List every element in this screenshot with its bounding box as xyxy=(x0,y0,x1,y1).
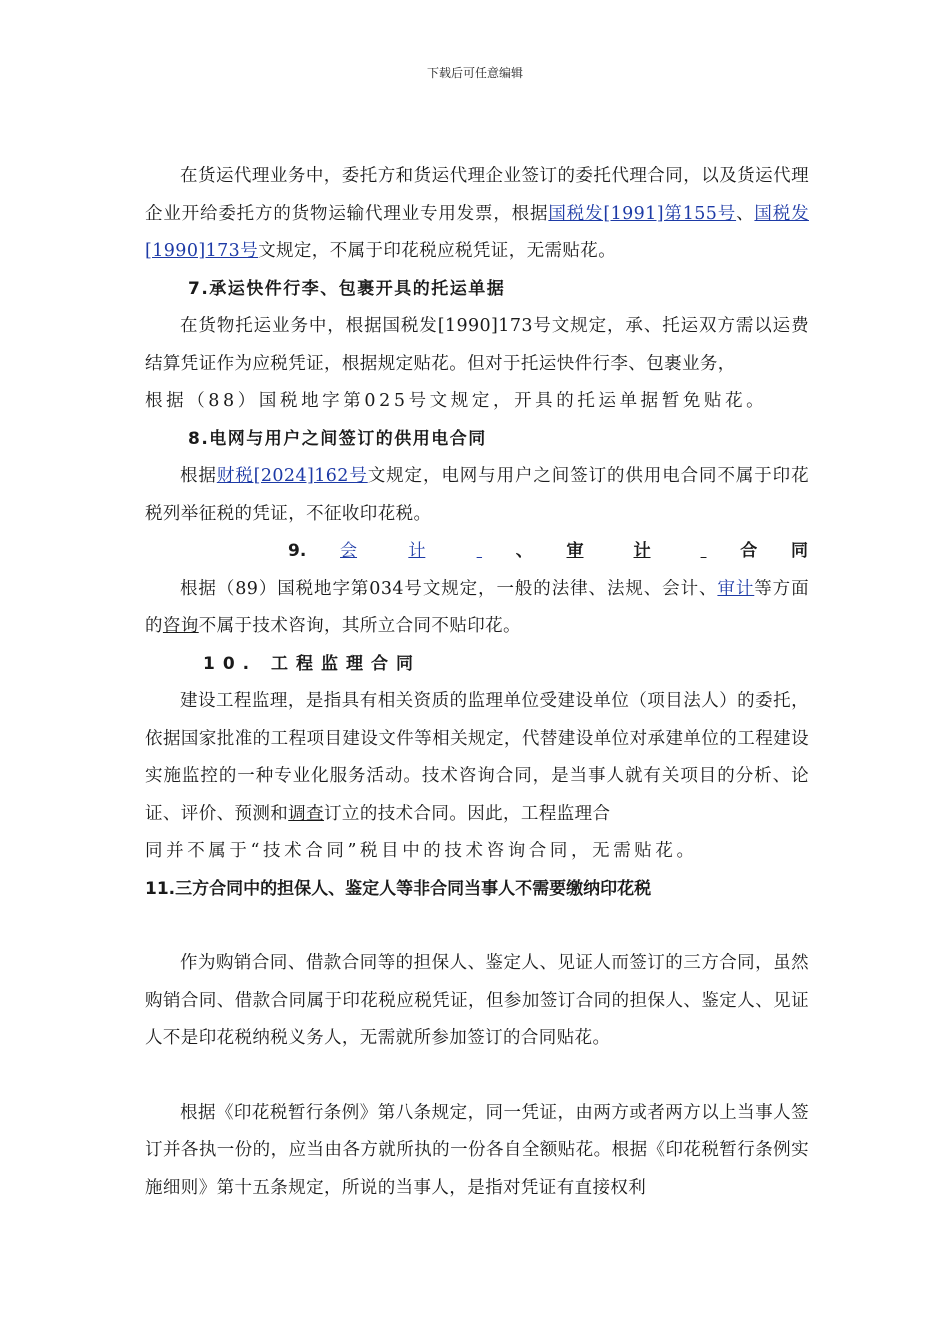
heading-7: 7.承运快件行李、包裹开具的托运单据 xyxy=(188,278,506,299)
page-header: 下载后可任意编辑 xyxy=(426,66,523,80)
link-guoshuifa-1990-173[interactable]: 国税发[1990]173号 xyxy=(145,203,809,261)
text: 文规定，电网与用户之间签订的供用电合同不属于印花税列举征税的凭证，不征收印花税。 xyxy=(145,466,809,524)
char: 会 xyxy=(340,541,358,561)
heading-9-audit xyxy=(567,533,707,571)
text: 不属于技术咨询，其所立合同不贴印花。 xyxy=(198,616,521,636)
text: 同并不属于“技术合同”税目中的技术咨询合同，无需贴花。 xyxy=(145,841,698,861)
spacer xyxy=(145,1058,809,1095)
link-guoshuifa-1991-155[interactable]: 国税发[1991]第155号 xyxy=(548,203,737,224)
text: 根据 xyxy=(180,466,217,486)
paragraph-power-supply xyxy=(145,458,809,533)
paragraph-tripartite: 作为购销合同、借款合同等的担保人、鉴定人、见证人而签订的三方合同，虽然购销合同、借款合同属于印花税应税凭证，但参加签订合同的担保人、鉴定人、见证人不是印花税纳税义务人，无需就所参加签订的合同贴花。 xyxy=(145,953,809,1048)
heading-9-separator: 、 xyxy=(515,541,533,561)
link-audit[interactable]: 审计 xyxy=(717,578,755,599)
underlined-consulting: 咨询 xyxy=(162,616,199,636)
paragraph-freight-agency xyxy=(145,158,809,271)
text: 订立的技术合同。因此，工程监理合 xyxy=(324,803,611,824)
text: 建设工程监理，是指具有相关资质的监理单位受建设单位（项目法人）的委托，依据国家批准的工程项目建设文件等相关规定，代替建设单位对承建单位的工程建设实施监控的一种专业化服务活动。技术咨询合同，是当事人就有关项目的分析、论证、评价、预测和 xyxy=(145,691,809,824)
underlined-investigation: 调查 xyxy=(288,803,325,824)
text: 文规定，不属于印花税应税凭证，无需贴花。 xyxy=(258,241,617,261)
text: 在货运代理业务中，委托方和货运代理企业签订的委托代理合同，以及货运代理企业开给委托方的货物运输代理业专用发票，根据 xyxy=(145,166,809,224)
link-caishui-2024-162[interactable]: 财税[2024]162号 xyxy=(216,466,368,486)
char: 审 xyxy=(566,541,584,561)
paragraph-consignment-exempt xyxy=(145,383,809,421)
text: 根据（88）国税地字第025号文规定，开具的托运单据暂免贴花。 xyxy=(145,391,768,411)
heading-8: 8.电网与用户之间签订的供用电合同 xyxy=(188,428,487,449)
heading-11: 11.三方合同中的担保人、鉴定人等非合同当事人不需要缴纳印花税 xyxy=(145,878,652,899)
heading-9 xyxy=(288,533,808,571)
document-body xyxy=(145,158,809,1207)
char: 计 xyxy=(633,541,651,561)
paragraph-supervision-end xyxy=(145,833,809,871)
paragraph-consignment xyxy=(145,308,809,383)
text: 根据（89）国税地字第034号文规定，一般的法律、法规、会计、 xyxy=(180,578,718,599)
heading-10: 10. 工程监理合同 xyxy=(203,653,422,674)
heading-9-char: 同 xyxy=(790,541,808,561)
paragraph-consulting xyxy=(145,571,809,646)
heading-9-number: 9. xyxy=(288,541,307,561)
spacer xyxy=(145,908,809,945)
text: 在货物托运业务中，根据国税发[1990]173号文规定，承、托运双方需以运费结算凭证作为应税凭证，根据规定贴花。但对于托运快件行李、包裹业务， xyxy=(145,316,809,374)
paragraph-supervision xyxy=(145,683,809,833)
paragraph-regulation: 根据《印花税暂行条例》第八条规定，同一凭证，由两方或者两方以上当事人签订并各执一份的，应当由各方就所执的一份各自全额贴花。根据《印花税暂行条例实施细则》第十五条规定，所说的当事人，是指对凭证有直接权利 xyxy=(145,1102,809,1198)
char: 计 xyxy=(408,541,426,561)
text: 等方面的 xyxy=(145,578,809,636)
text: 、 xyxy=(736,203,755,224)
heading-9-char: 合 xyxy=(740,541,758,561)
link-accounting[interactable] xyxy=(340,533,482,571)
